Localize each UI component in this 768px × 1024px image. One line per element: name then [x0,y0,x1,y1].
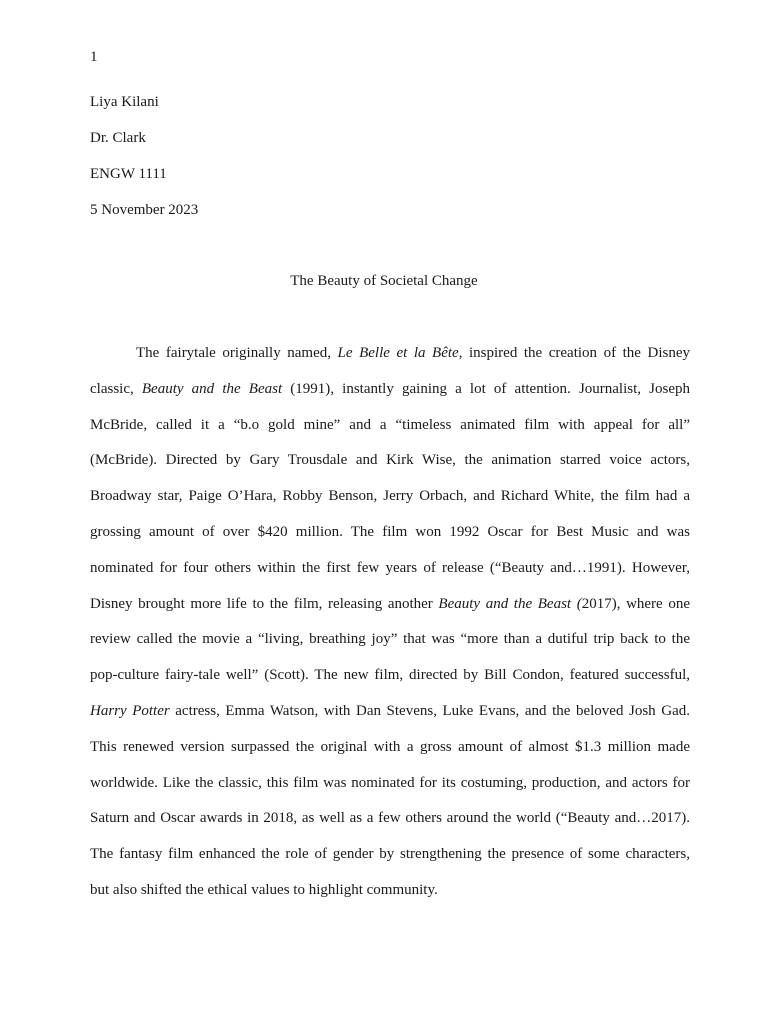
text-line [90,701,690,737]
body-paragraph [90,343,690,916]
text-run: 2017), where one [581,595,690,612]
italic-title-run: Le Belle et la Bête [337,345,459,361]
text-run: The fantasy film enhanced the role of gender by strengthening the presence of some characters, [90,846,690,863]
course-code: ENGW 1111 [90,166,167,182]
text-run: but also shifted the ethical values to highlight community. [90,881,438,898]
text-run: nominated for four others within the first few years of release (“Beauty and…1991). However, [90,559,690,576]
text-run: grossing amount of over $420 million. The film won 1992 Oscar for Best Music and was [90,523,690,540]
text-run: review called the movie a “living, breathing joy” that was “more than a dutiful trip back to the [90,631,690,648]
text-run: McBride, called it a “b.o gold mine” and a “timeless animated film with appeal for all” [90,416,690,433]
text-line [90,343,690,379]
text-line [90,737,690,773]
text-line [90,808,690,844]
italic-title-run: Harry Potter [90,702,170,719]
text-run: This renewed version surpassed the original with a gross amount of almost $1.3 million made [90,738,690,755]
text-line [90,844,690,880]
text-line [90,379,690,415]
mla-heading [90,92,198,236]
italic-title-run: Beauty and the Beast ( [438,595,582,612]
text-run: The fairytale originally named, [136,345,338,361]
instructor-name: Dr. Clark [90,130,146,146]
text-line [90,629,690,665]
text-run: Disney brought more life to the film, releasing another [90,595,439,612]
essay-title: The Beauty of Societal Change [290,273,478,289]
text-run: pop-culture fairy-tale well” (Scott). The new film, directed by Bill Condon, featured successful, [90,667,690,684]
text-run: worldwide. Like the classic, this film was nominated for its costuming, production, and actors for [90,774,690,791]
italic-title-run: Beauty and the Beast [141,380,283,397]
text-line [90,522,690,558]
page-number: 1 [90,49,98,65]
text-line [90,415,690,451]
text-line [90,558,690,594]
text-line [90,665,690,701]
text-line [90,450,690,486]
author-name: Liya Kilani [90,94,159,110]
text-run: (McBride). Directed by Gary Trousdale and Kirk Wise, the animation starred voice actors, [90,452,690,469]
text-line [90,486,690,522]
text-run: classic, [90,380,142,397]
text-run: actress, Emma Watson, with Dan Stevens, Luke Evans, and the beloved Josh Gad. [169,702,690,719]
text-run: (1991), instantly gaining a lot of attention. Journalist, Joseph [282,380,691,397]
text-line [90,880,690,916]
text-run: , inspired the creation of the Disney [458,345,691,361]
text-run: Saturn and Oscar awards in 2018, as well as a few others around the world (“Beauty and…2017). [90,810,690,827]
text-line [90,594,690,630]
submission-date: 5 November 2023 [90,202,199,218]
text-run: Broadway star, Paige O’Hara, Robby Benson, Jerry Orbach, and Richard White, the film had a [90,488,690,505]
text-line [90,773,690,809]
